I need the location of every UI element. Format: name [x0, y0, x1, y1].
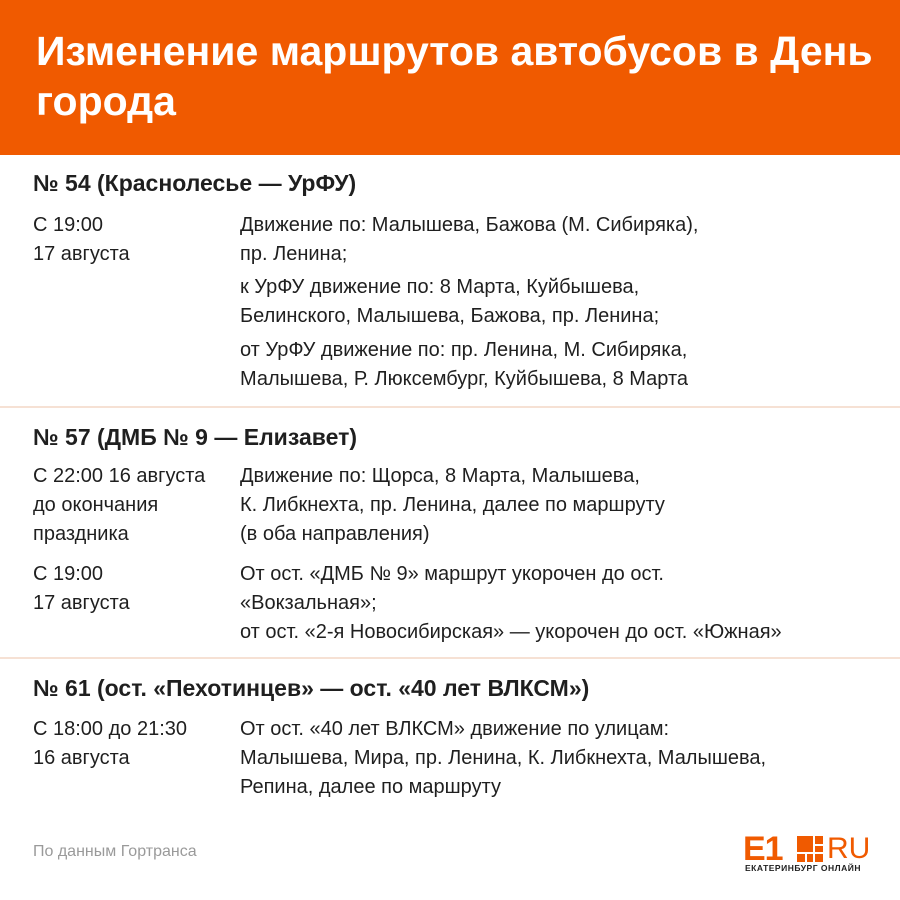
logo-subtitle: ЕКАТЕРИНБУРГ ОНЛАЙН — [745, 863, 861, 873]
route-57-date-2: С 19:00 17 августа — [33, 563, 130, 614]
logo-domain: RU — [827, 832, 871, 865]
header-banner — [0, 0, 900, 155]
section-divider — [0, 406, 900, 408]
route-54-heading: № 54 (Краснолесье — УрФУ) — [33, 170, 357, 196]
source-note: По данным Гортранса — [33, 843, 197, 860]
route-57-date-1: С 22:00 16 августа до окончания праздника — [33, 465, 206, 545]
e1-logo — [743, 832, 878, 874]
route-61-heading: № 61 (ост. «Пехотинцев» — ост. «40 лет ВЛКСМ») — [33, 675, 590, 701]
logo-square-icon — [797, 836, 823, 862]
route-54-paragraph-1: Движение по: Малышева, Бажова (М. Сибиряка), пр. Ленина; — [240, 214, 699, 265]
route-57-heading: № 57 (ДМБ № 9 — Елизавет) — [33, 424, 357, 450]
route-57-paragraph-1: Движение по: Щорса, 8 Марта, Малышева, К. Либкнехта, пр. Ленина, далее по маршруту (в оба направления) — [240, 465, 665, 545]
route-54-paragraph-3: от УрФУ движение по: пр. Ленина, М. Сибиряка, Малышева, Р. Люксембург, Куйбышева, 8 Марта — [240, 339, 689, 390]
route-57-paragraph-2: От ост. «ДМБ № 9» маршрут укорочен до ост. «Вокзальная»; от ост. «2-я Новосибирская» — укорочен до ост. «Южная» — [240, 563, 782, 643]
route-54-paragraph-2: к УрФУ движение по: 8 Марта, Куйбышева, Белинского, Малышева, Бажова, пр. Ленина; — [240, 276, 660, 327]
route-61-date: С 18:00 до 21:30 16 августа — [33, 718, 188, 769]
route-54-date: С 19:00 17 августа — [33, 214, 130, 265]
logo-brand: E1 — [743, 830, 783, 868]
section-divider — [0, 657, 900, 659]
route-61-paragraph-1: От ост. «40 лет ВЛКСМ» движение по улицам: Малышева, Мира, пр. Ленина, К. Либкнехта, Малышева, Репина, далее по маршруту — [240, 718, 767, 798]
page-title: Изменение маршрутов автобусов в День города — [36, 28, 873, 124]
